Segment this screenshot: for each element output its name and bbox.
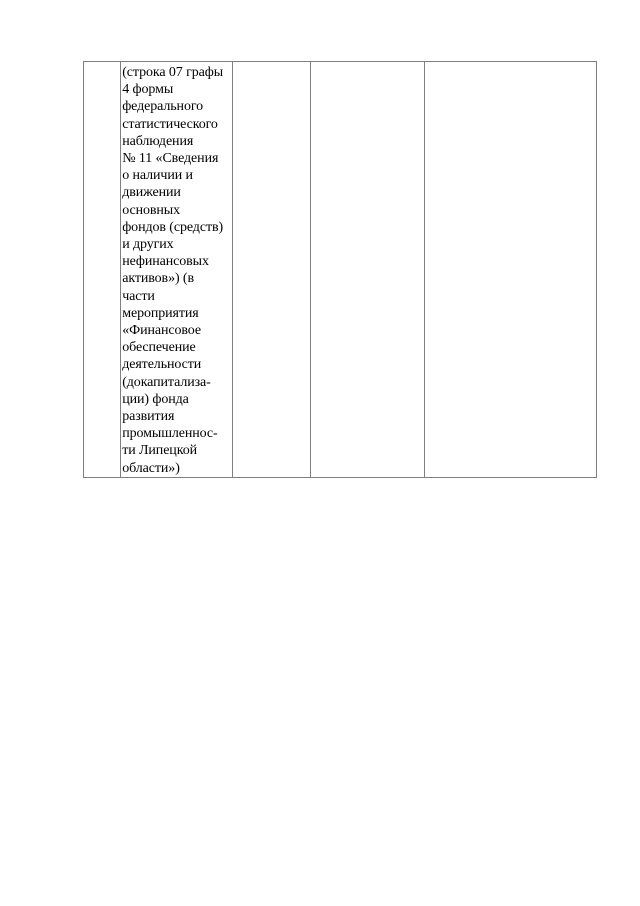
- table-cell-5: [424, 62, 596, 478]
- table-cell-number: [84, 62, 121, 478]
- document-table: [83, 61, 597, 478]
- table-row: [84, 62, 597, 478]
- table-cell-4: [311, 62, 425, 478]
- cell-text: [311, 62, 424, 64]
- table-cell-indicator-description: [121, 62, 233, 478]
- cell-text: [233, 62, 310, 64]
- cell-text: [84, 62, 120, 64]
- table-cell-3: [232, 62, 310, 478]
- indicator-description-text: (строка 07 графы 4 формы федерального статистического наблюдения № 11 «Сведения о наличии и движении основных фондов (средств) и других нефинансовых активов») (в части мероприятия «Финансовое обеспечение деятельности (докапитализа- ции) фонда развития промышленнос- ти Липецкой области»): [122, 65, 224, 476]
- cell-text: [425, 62, 596, 64]
